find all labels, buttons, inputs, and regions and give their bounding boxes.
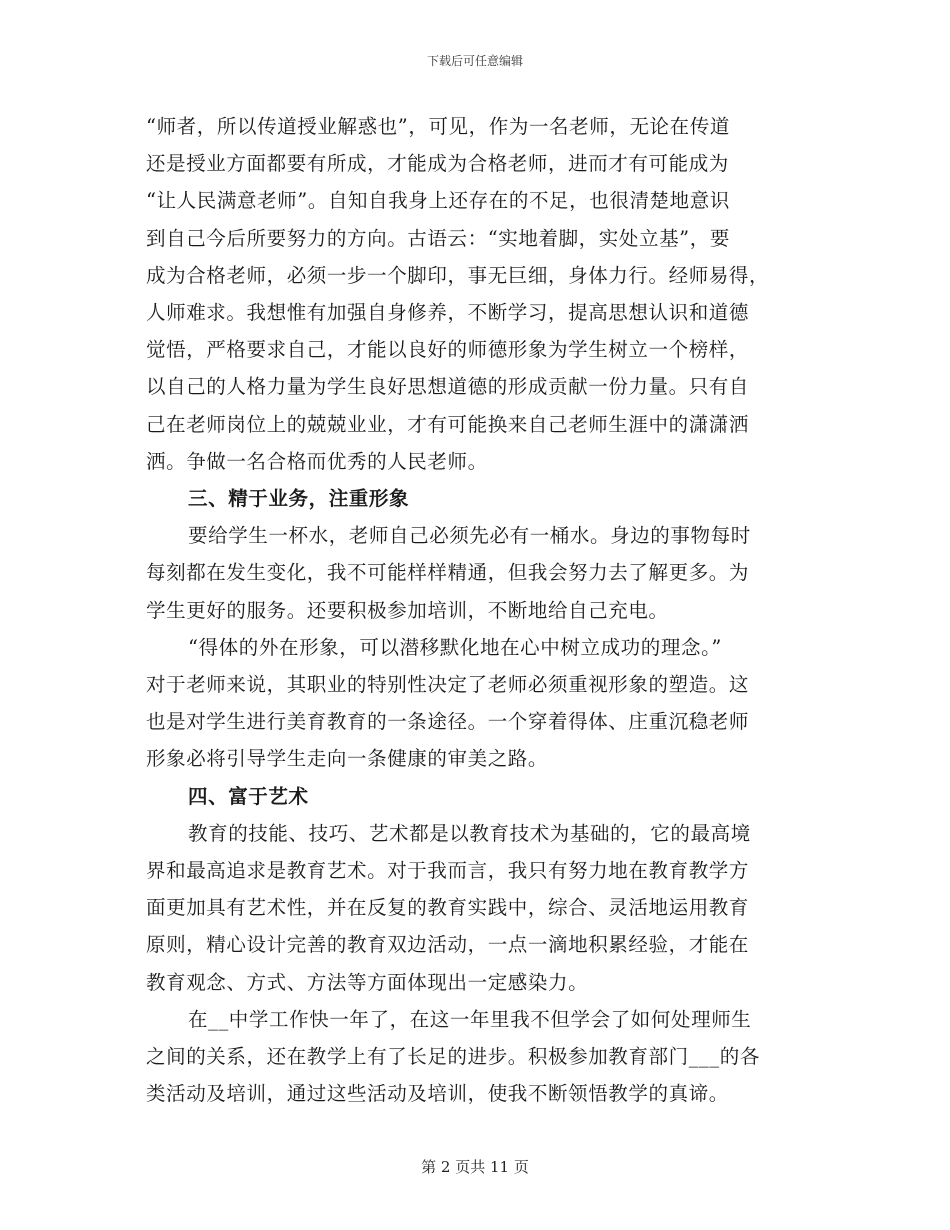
paragraph-line: 要给学生一杯水，老师自己必须先必有一桶水。身边的事物每时 — [188, 524, 751, 548]
paragraph-line: 教育的技能、技巧、艺术都是以教育技术为基础的，它的最高境 — [188, 821, 751, 845]
document-body — [146, 108, 806, 1112]
heading-text: 四、富于艺术 — [188, 784, 309, 808]
paragraph — [146, 1001, 806, 1113]
paragraph-line: 原则，精心设计完善的教育双边活动，一点一滴地积累经验，才能在 — [146, 933, 750, 957]
paragraph-line: 觉悟，严格要求自己，才能以良好的师德形象为学生树立一个榜样， — [146, 338, 750, 362]
paragraph-line: 己在老师岗位上的兢兢业业，才有可能换来自己老师生涯中的潇潇洒 — [146, 412, 750, 436]
paragraph-line: “师者，所以传道授业解惑也”，可见，作为一名老师，无论在传道 — [146, 115, 730, 138]
paragraph-line: 还是授业方面都要有所成，才能成为合格老师，进而才有可能成为 — [146, 152, 729, 176]
paragraph-line: 成为合格老师，必须一步一个脚印，事无巨细，身体力行。经师易得， — [146, 263, 770, 287]
paragraph-line: 到自己今后所要努力的方向。古语云：“实地着脚，实处立基”，要 — [146, 226, 730, 250]
page-header: 下载后可任意编辑 — [426, 54, 523, 68]
paragraph-line: 类活动及培训，通过这些活动及培训，使我不断领悟教学的真谛。 — [146, 1082, 729, 1106]
paragraph-line: 之间的关系，还在教学上有了长足的进步。积极参加教育部门___的各 — [146, 1045, 760, 1069]
paragraph-line: 在__中学工作快一年了，在这一年里我不但学会了如何处理师生 — [188, 1007, 752, 1031]
section-heading — [146, 480, 806, 517]
section-heading — [146, 778, 806, 815]
paragraph-line: 人师难求。我想惟有加强自身修养，不断学习，提高思想认识和道德 — [146, 301, 750, 325]
paragraph-line: 界和最高追求是教育艺术。对于我而言，我只有努力地在教育教学方 — [146, 859, 750, 883]
paragraph — [146, 108, 806, 480]
paragraph-line: 对于老师来说，其职业的特别性决定了老师必须重视形象的塑造。这 — [146, 673, 750, 697]
paragraph-line: 形象必将引导学生走向一条健康的审美之路。 — [146, 747, 549, 771]
heading-text: 三、精于业务，注重形象 — [188, 487, 410, 511]
paragraph — [146, 815, 806, 1001]
page-footer: 第 2 页共 11 页 — [421, 1158, 529, 1176]
paragraph — [146, 629, 806, 778]
paragraph-line: 也是对学生进行美育教育的一条途径。一个穿着得体、庄重沉稳老师 — [146, 710, 750, 734]
paragraph-line: 以自己的人格力量为学生良好思想道德的形成贡献一份力量。只有自 — [146, 375, 750, 399]
paragraph-line: 面更加具有艺术性，并在反复的教育实践中，综合、灵活地运用教育 — [146, 896, 750, 920]
paragraph-line: 每刻都在发生变化，我不可能样样精通，但我会努力去了解更多。为 — [146, 561, 750, 585]
paragraph — [146, 517, 806, 629]
paragraph-line: 教育观念、方式、方法等方面体现出一定感染力。 — [146, 970, 589, 994]
paragraph-line: “得体的外在形象，可以潜移默化地在心中树立成功的理念。” — [188, 635, 722, 659]
paragraph-line: 洒。争做一名合格而优秀的人民老师。 — [146, 449, 488, 473]
paragraph-line: 学生更好的服务。还要积极参加培训，不断地给自己充电。 — [146, 598, 669, 622]
paragraph-line: “让人民满意老师”。自知自我身上还存在的不足，也很清楚地意识 — [146, 189, 730, 213]
